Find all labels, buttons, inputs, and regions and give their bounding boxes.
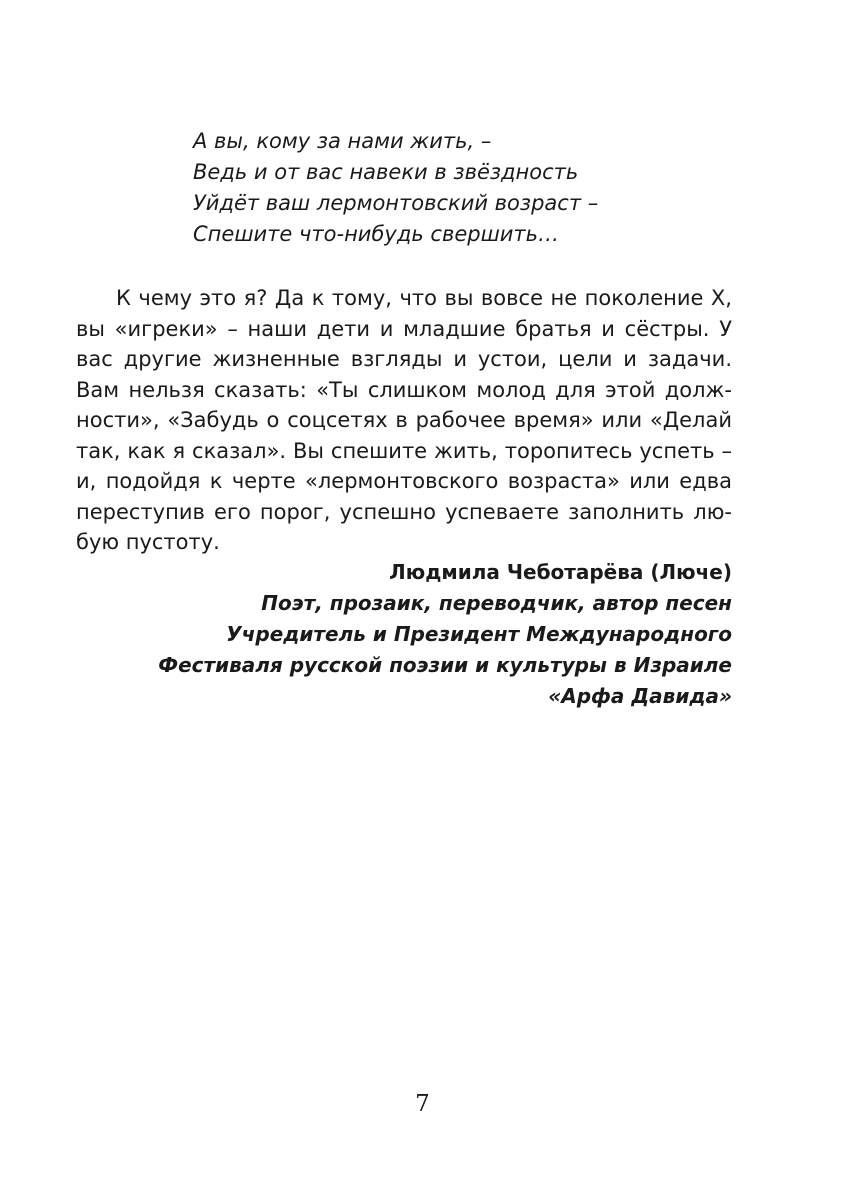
author-role-line: Учредитель и Президент Международного	[226, 622, 732, 646]
author-name: Людмила Чеботарёва (Люче)	[389, 560, 732, 584]
poem-line: Уйдёт ваш лермонтовский возраст –	[193, 191, 599, 215]
poem-line: Спешите что-нибудь свершить…	[193, 222, 560, 246]
poem-line: А вы, кому за нами жить, –	[193, 129, 492, 153]
body-paragraph: К чему это я? Да к тому, что вы вовсе не поколение Х, вы «игреки» – наши дети и младшие братья и сёстры. У вас другие жизненные взгляды и устои, цели и задачи. Вам нельзя сказать: «Ты слишком молод для этой должности», «Забудь о соцсетях в рабочее время» или «Делай так, как я сказал». Вы спешите жить, торопитесь успеть – и, подойдя к черте «лермонтовского возраста» или едва переступив его порог, успешно успеваете заполнить любую пустоту.	[76, 286, 732, 554]
author-signature	[158, 557, 732, 712]
page-number: 7	[415, 1091, 430, 1117]
poem-epigraph	[193, 126, 598, 250]
author-role-line: «Арфа Давида»	[548, 684, 732, 708]
author-role-line: Поэт, прозаик, переводчик, автор песен	[261, 591, 732, 615]
poem-line: Ведь и от вас навеки в звёздность	[193, 160, 579, 184]
author-role-line: Фестиваля русской поэзии и культуры в Израиле	[158, 653, 732, 677]
